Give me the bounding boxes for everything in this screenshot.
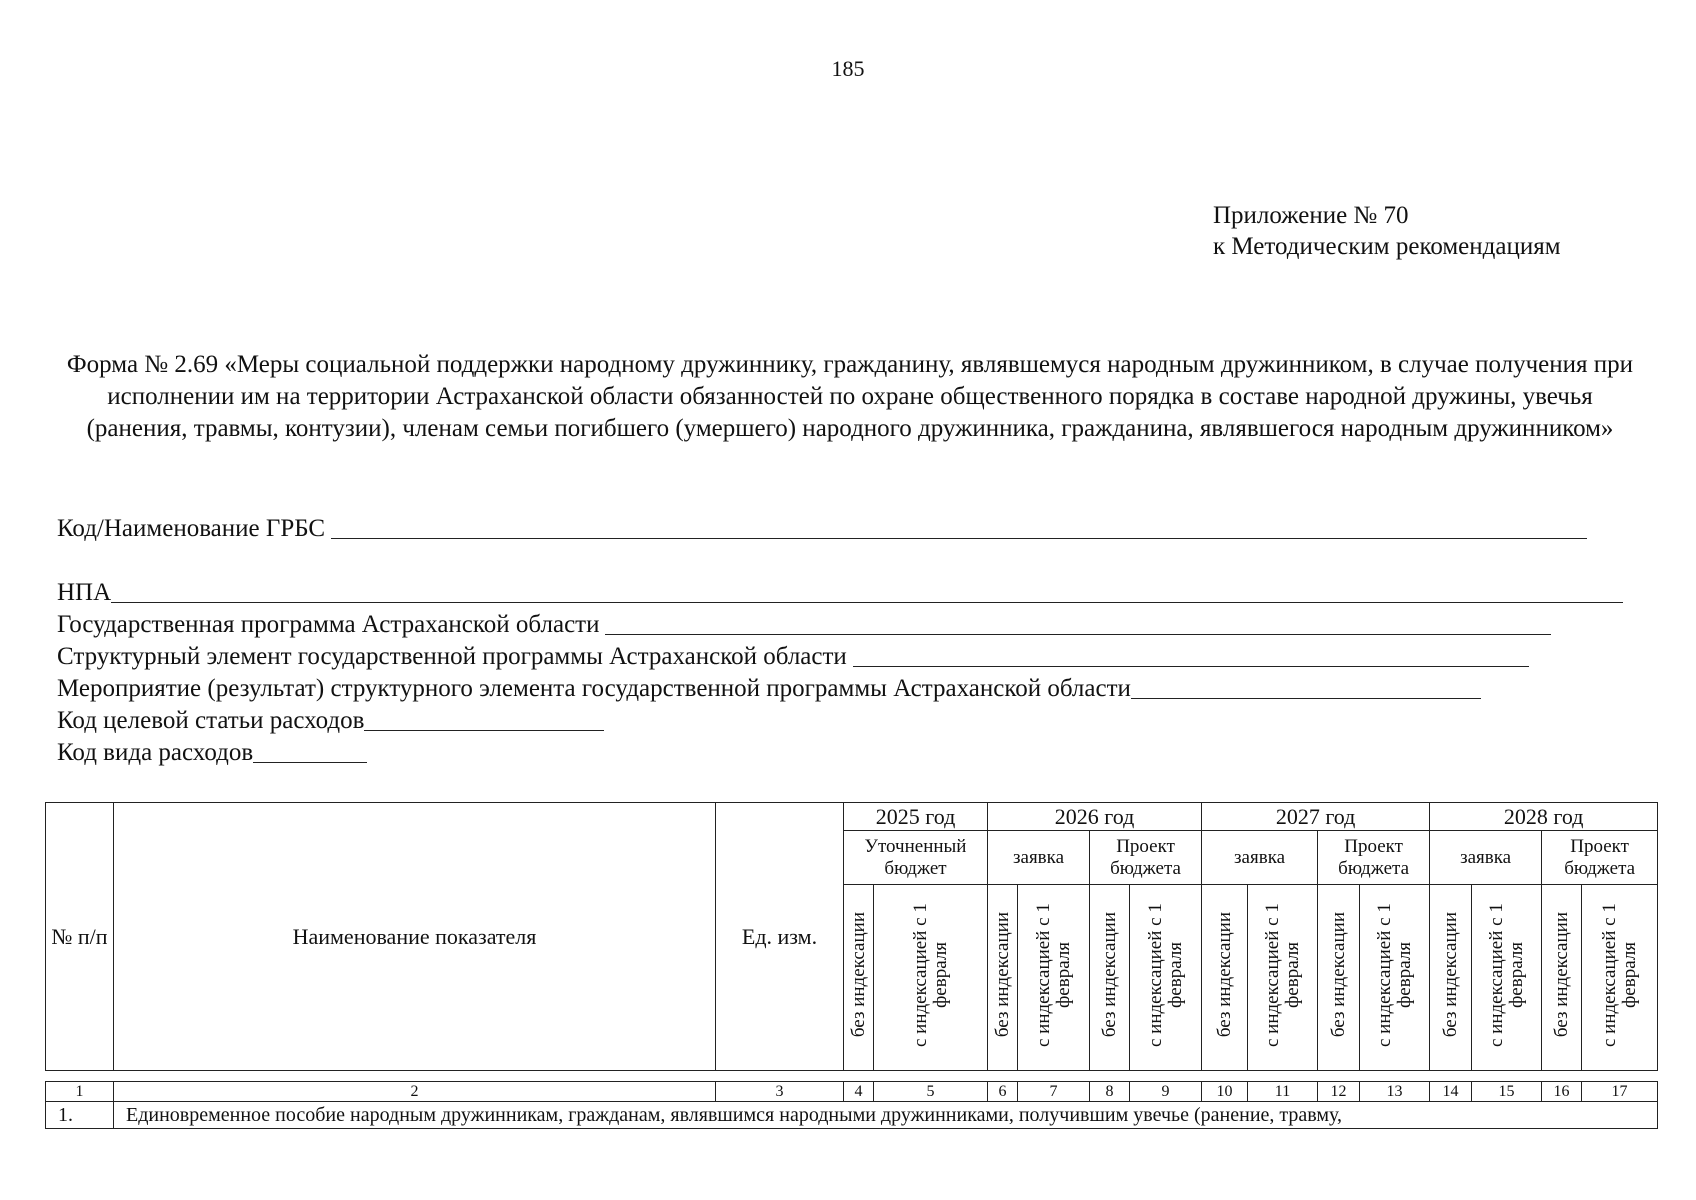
header-2025-with-index: с индексацией с 1 февраля [874,885,988,1071]
column-number: 10 [1202,1082,1248,1102]
field-event [57,674,1481,704]
field-element-line [853,642,1529,667]
column-number: 8 [1090,1082,1130,1102]
column-number: 1 [46,1082,114,1102]
header-2025-no-index: без индексации [844,885,874,1071]
header-2027-request-with-index: с индексацией с 1 февраля [1248,885,1318,1071]
header-2026-project-with-index: с индексацией с 1 февраля [1130,885,1202,1071]
field-csr [57,706,604,736]
field-npa-label: НПА [57,579,112,606]
column-number: 6 [988,1082,1018,1102]
header-2027-project: Проект бюджета [1318,831,1430,885]
header-2028-request-no-index: без индексации [1430,885,1472,1071]
indicator-table-header [45,802,1658,1071]
row-indicator-name: Единовременное пособие народным дружинникам, гражданам, являвшимся народными дружинниками, получившим увечье (ранение, травму, [114,1102,1658,1129]
header-2028-project-no-index: без индексации [1542,885,1582,1071]
column-number: 5 [874,1082,988,1102]
header-year-2025: 2025 год [844,803,988,831]
header-2026-project-no-index: без индексации [1090,885,1130,1071]
header-year-2027: 2027 год [1202,803,1430,831]
header-2028-project: Проект бюджета [1542,831,1658,885]
field-grbs [57,514,1587,544]
header-2027-request-no-index: без индексации [1202,885,1248,1071]
header-year-2028: 2028 год [1430,803,1658,831]
header-2026-request: заявка [988,831,1090,885]
header-2026-request-no-index: без индексации [988,885,1018,1071]
appendix-number: Приложение № 70 [1213,202,1409,229]
page-number: 185 [831,56,865,81]
column-number: 15 [1472,1082,1542,1102]
field-npa-line [111,578,1623,603]
header-2028-request: заявка [1430,831,1542,885]
column-number: 2 [114,1082,716,1102]
field-program-line [605,610,1551,635]
table-row [46,1102,1658,1129]
field-grbs-line [331,514,1587,539]
header-2028-project-with-index: с индексацией с 1 февраля [1582,885,1658,1071]
field-vr-line [253,738,367,763]
appendix-label [1213,200,1561,262]
header-2026-request-with-index: с индексацией с 1 февраля [1018,885,1090,1071]
field-element-label: Структурный элемент государственной программы Астраханской области [57,643,847,670]
column-number: 13 [1360,1082,1430,1102]
form-title: Форма № 2.69 «Меры социальной поддержки народному дружиннику, гражданину, являвшемуся народным дружинником, в случае получения при исполнении им на территории Астраханской области обязанностей по охране общественного порядка в составе народной дружины, увечья (ранения, травмы, контузии), членам семьи погибшего (умершего) народного дружинника, гражданина, являвшегося народным дружинником» [66,351,1634,442]
field-program [57,610,1551,640]
field-event-label: Мероприятие (результат) структурного элемента государственной программы Астраханской области [57,675,1131,702]
header-2025-refined: Уточненный бюджет [844,831,988,885]
column-number-row [46,1082,1658,1102]
indicator-table-body [45,1081,1658,1129]
field-event-line [1131,674,1481,699]
field-npa [57,578,1623,608]
field-csr-line [364,706,604,731]
column-number: 4 [844,1082,874,1102]
header-year-2026: 2026 год [988,803,1202,831]
column-number: 11 [1248,1082,1318,1102]
appendix-reference: к Методическим рекомендациям [1213,233,1561,260]
header-2027-project-with-index: с индексацией с 1 февраля [1360,885,1430,1071]
field-vr [57,738,367,768]
column-number: 16 [1542,1082,1582,1102]
header-col-unit: Ед. изм. [716,803,844,1071]
field-program-label: Государственная программа Астраханской области [57,611,600,638]
row-number: 1. [46,1102,114,1129]
header-2027-project-no-index: без индексации [1318,885,1360,1071]
header-col-number: № п/п [46,803,114,1071]
field-vr-label: Код вида расходов [57,739,254,766]
column-number: 3 [716,1082,844,1102]
header-2026-project: Проект бюджета [1090,831,1202,885]
field-csr-label: Код целевой статьи расходов [57,707,365,734]
field-element [57,642,1529,672]
column-number: 9 [1130,1082,1202,1102]
header-2027-request: заявка [1202,831,1318,885]
column-number: 12 [1318,1082,1360,1102]
column-number: 7 [1018,1082,1090,1102]
column-number: 14 [1430,1082,1472,1102]
field-grbs-label: Код/Наименование ГРБС [57,515,326,542]
header-col-name: Наименование показателя [114,803,716,1071]
column-number: 17 [1582,1082,1658,1102]
header-2028-request-with-index: с индексацией с 1 февраля [1472,885,1542,1071]
